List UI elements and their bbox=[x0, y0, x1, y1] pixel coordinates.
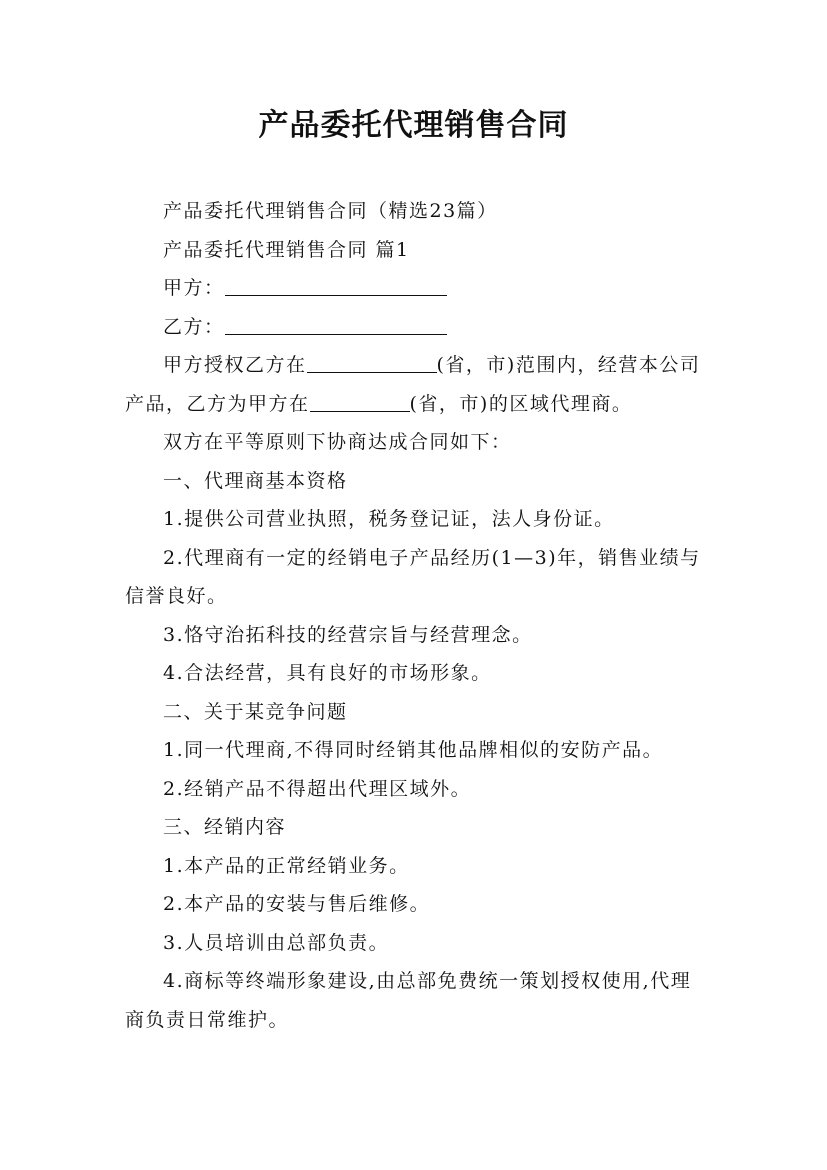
clause-1-4: 4.合法经营，具有良好的市场形象。 bbox=[163, 662, 492, 684]
section-heading-1: 一、代理商基本资格 bbox=[163, 469, 348, 492]
clause-3-4: 4.商标等终端形象建设,由总部免费统一策划授权使用,代理商负责日常维护。 bbox=[125, 970, 692, 1031]
section-heading-2: 二、关于某竞争问题 bbox=[163, 700, 348, 723]
clause-1-2: 2.代理商有一定的经销电子产品经历(1—3)年，销售业绩与信誉良好。 bbox=[125, 546, 701, 607]
paragraph-agreement: 双方在平等原则下协商达成合同如下： bbox=[163, 431, 512, 453]
region-blank-1 bbox=[307, 353, 437, 373]
party-a-line bbox=[125, 269, 710, 308]
clause-1-1: 1.提供公司营业执照，税务登记证，法人身份证。 bbox=[163, 508, 615, 530]
region-blank-2 bbox=[310, 392, 410, 412]
section-heading-3: 三、经销内容 bbox=[163, 816, 287, 838]
authorization-text-b: (省，市)范围内，经营本公司产品，乙方为甲方在 bbox=[125, 354, 701, 415]
clause-1-3: 3.恪守治拓科技的经营宗旨与经营理念。 bbox=[163, 623, 533, 646]
authorization-paragraph bbox=[125, 346, 710, 423]
document-body bbox=[125, 192, 710, 1039]
clause-2-2: 2.经销产品不得超出代理区域外。 bbox=[163, 777, 472, 800]
party-b-label: 乙方： bbox=[163, 315, 225, 338]
party-b-blank bbox=[225, 315, 447, 335]
clause-2-1: 1.同一代理商,不得同时经销其他品牌相似的安防产品。 bbox=[163, 739, 664, 761]
document-title: 产品委托代理销售合同 bbox=[258, 108, 569, 143]
paragraph-heading: 产品委托代理销售合同（精选23篇） bbox=[163, 200, 498, 222]
paragraph-chapter: 产品委托代理销售合同 篇1 bbox=[163, 238, 410, 261]
party-b-line bbox=[125, 308, 710, 347]
clause-3-2: 2.本产品的安装与售后维修。 bbox=[163, 893, 431, 915]
party-a-blank bbox=[225, 276, 447, 296]
authorization-text-c: (省，市)的区域代理商。 bbox=[409, 392, 633, 415]
clause-3-1: 1.本产品的正常经销业务。 bbox=[163, 854, 410, 877]
party-a-label: 甲方： bbox=[163, 277, 225, 299]
authorization-text-a: 甲方授权乙方在 bbox=[163, 354, 307, 376]
clause-3-3: 3.人员培训由总部负责。 bbox=[163, 931, 390, 954]
